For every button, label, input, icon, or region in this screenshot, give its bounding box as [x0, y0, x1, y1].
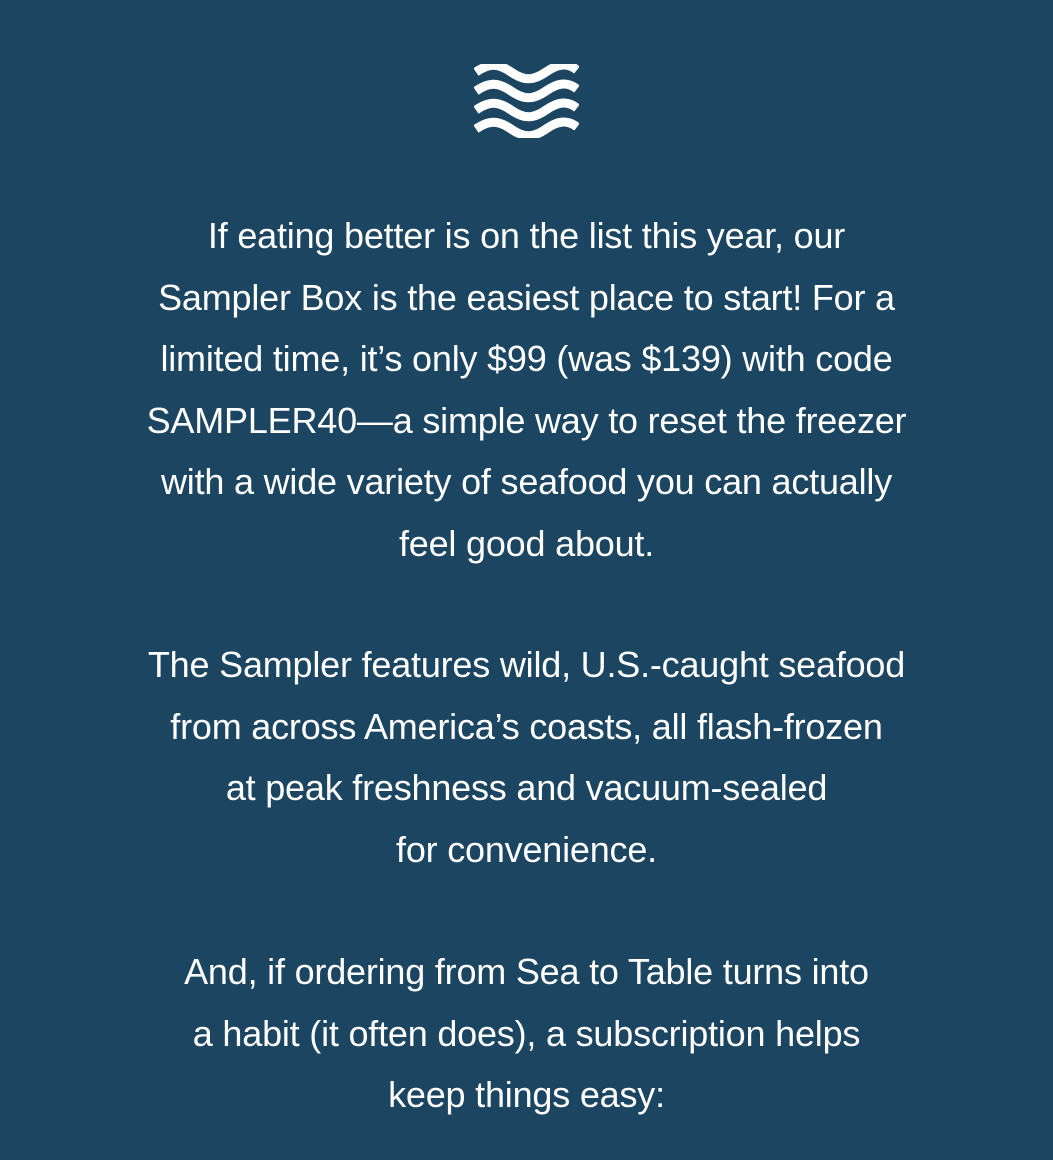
features-line: at peak freshness and vacuum-sealed: [225, 767, 828, 808]
subscription-line: a habit (it often does), a subscription helps: [192, 1012, 861, 1054]
intro-line: Sampler Box is the easiest place to start! For a: [158, 276, 895, 318]
intro-line: limited time, it’s only $99 (was $139) with code: [160, 338, 893, 379]
features-line: for convenience.: [396, 828, 657, 870]
subscription-line: keep things easy:: [388, 1074, 665, 1115]
intro-line: feel good about.: [398, 522, 655, 564]
waves-icon: [474, 64, 579, 138]
subscription-line: And, if ordering from Sea to Table turns into: [184, 951, 869, 992]
subscription-paragraph: [0, 941, 1053, 1126]
intro-line: with a wide variety of seafood you can actually: [160, 461, 892, 502]
intro-paragraph: [0, 205, 1053, 574]
features-line: The Sampler features wild, U.S.-caught seafood: [147, 644, 906, 685]
features-line: from across America’s coasts, all flash-frozen: [170, 705, 883, 747]
intro-line: SAMPLER40—a simple way to reset the freezer: [146, 399, 907, 441]
features-paragraph: [0, 634, 1053, 880]
intro-line: If eating better is on the list this year, our: [207, 215, 846, 256]
